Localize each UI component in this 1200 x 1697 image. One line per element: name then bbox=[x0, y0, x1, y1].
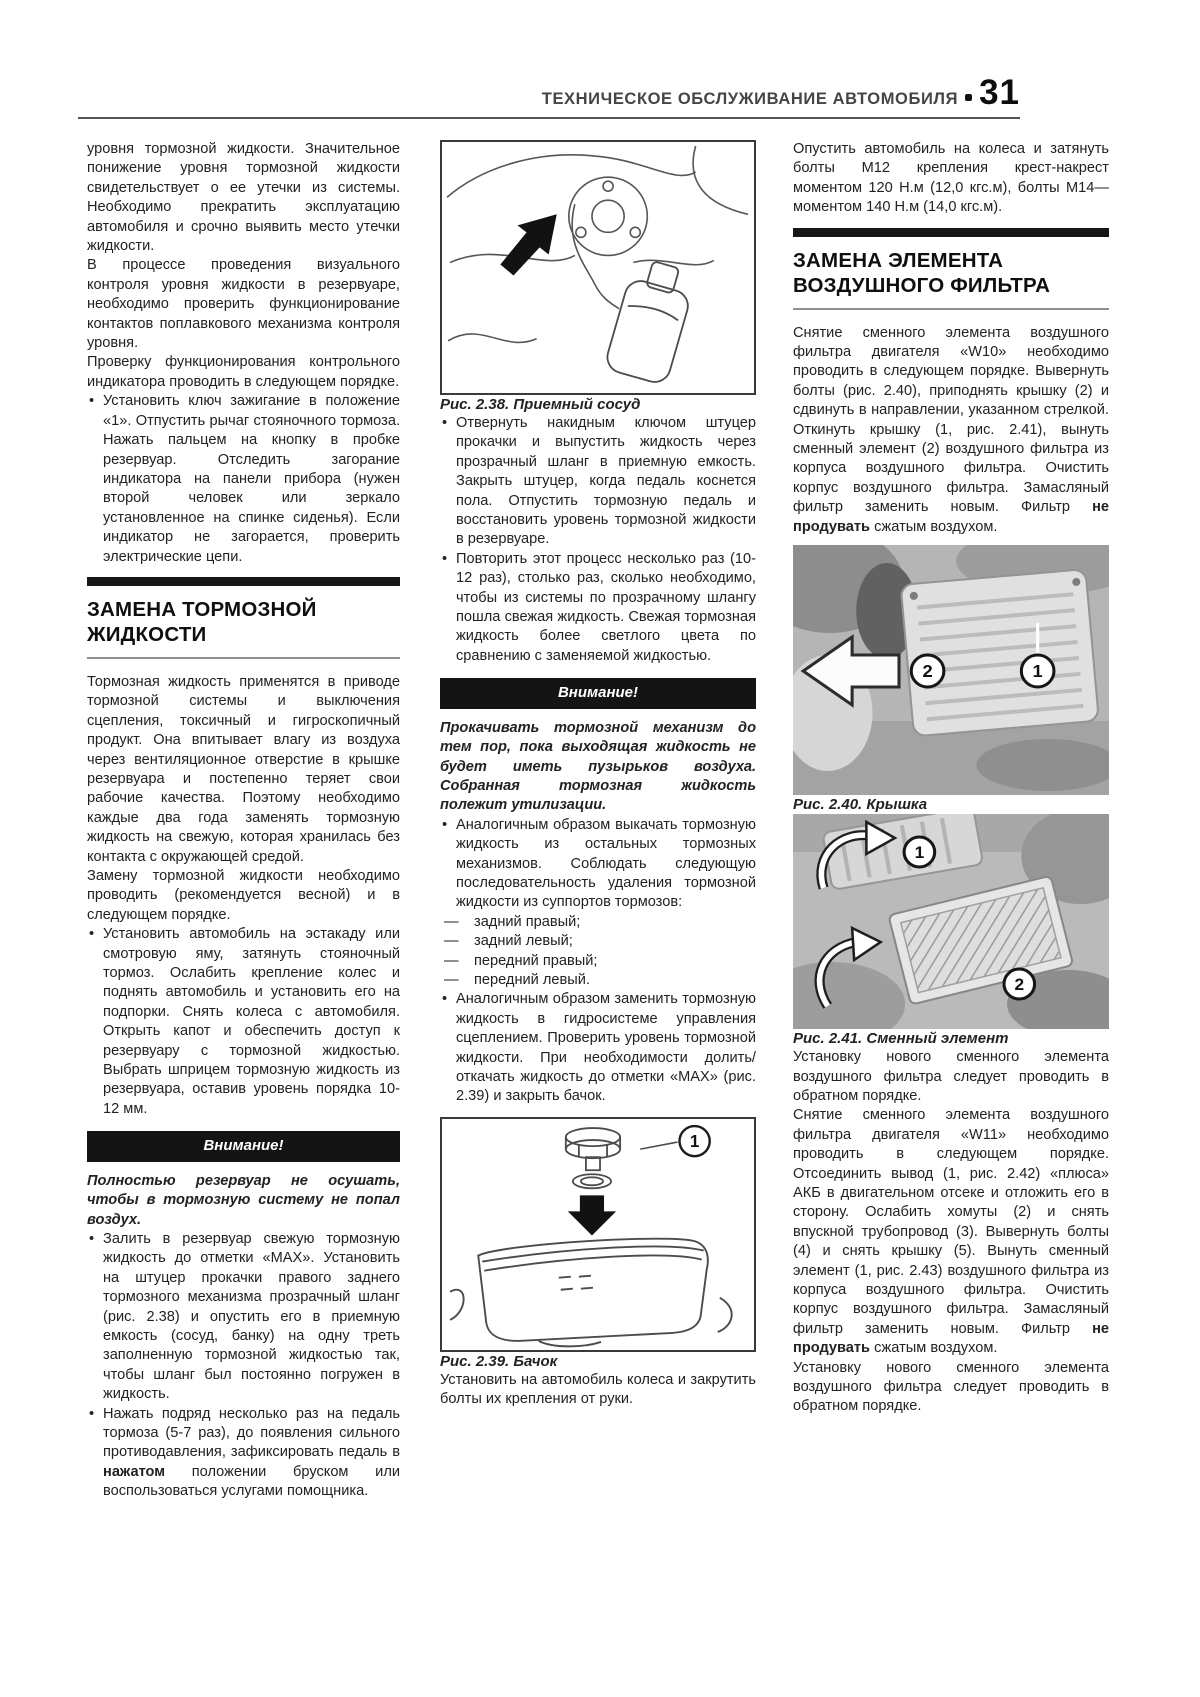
section-heading-brake-fluid bbox=[87, 577, 400, 659]
section-title: ЗАМЕНА ТОРМОЗНОЙ ЖИДКОСТИ bbox=[87, 597, 317, 646]
warning-text: Полностью резервуар не осушать, чтобы в тормозную систему не попал воздух. bbox=[87, 1172, 400, 1228]
section-bar bbox=[87, 577, 400, 586]
paragraph: Проверку функционирования контрольного индикатора проводить в следующем порядке. bbox=[87, 354, 400, 390]
list-item: • Установить автомобиль на эстакаду или смотровую яму, затянуть стояночный тормоз. Ослабить крепление колес и поднять автомобиль и установить его на подпорки. Снять колеса с автомобиля. Открыть капот и обеспечить доступ к резервуару с тормозной жидкостью. Выбрать шприцем тормозную жидкость из резервуара, оставив уровень порядка 10-12 мм. bbox=[87, 925, 400, 1119]
list-item-text: Нажать подряд несколько раз на педаль тормоза (5-7 раз), до появления сильного противодавления, зафиксировать педаль в bbox=[103, 1405, 400, 1461]
sequence-item: — передний правый; bbox=[440, 952, 756, 971]
figure-2-41-photo bbox=[793, 814, 1109, 1029]
list-item: • Аналогичным образом выкачать тормозную жидкость из остальных тормозных механизмов. Соблюдать следующую последовательность удаления тормозной жидкости из суппортов тормозов: bbox=[440, 816, 756, 913]
callout-2-badge bbox=[911, 655, 944, 687]
section-title: ЗАМЕНА ЭЛЕМЕНТА ВОЗДУШНОГО ФИЛЬТРА bbox=[793, 248, 1051, 297]
paragraph bbox=[793, 1106, 1109, 1358]
sequence-item: — передний левый. bbox=[440, 971, 756, 990]
running-title: ТЕХНИЧЕСКОЕ ОБСЛУЖИВАНИЕ АВТОМОБИЛЯ bbox=[541, 90, 959, 108]
paragraph: Установить на автомобиль колеса и закрутить болты их крепления от руки. bbox=[440, 1371, 756, 1408]
list-item-text: положении бруском или воспользоваться услугами помощника. bbox=[103, 1463, 400, 1500]
figure-2-39-caption: Рис. 2.39. Бачок bbox=[440, 1352, 558, 1370]
page-header bbox=[78, 73, 1020, 112]
paragraph: Тормозная жидкость применятся в приводе тормозной системы и выключения сцепления, токсичный и гигроскопичный продукт. Она впитывает влагу из воздуха через вентиляционное отверстие в крышке резервуара и постепенно теряет свои рабочие качества. Поэтому необходимо каждые два года заменять тормозную жидкость на свежую, которая хранилась без контакта с окружающей средой. bbox=[87, 673, 400, 865]
paragraph: Установку нового сменного элемента воздушного фильтра следует проводить в обратном порядке. bbox=[793, 1359, 1109, 1415]
black-arrow-down-icon bbox=[568, 1195, 616, 1235]
figure-2-38-caption: Рис. 2.38. Приемный сосуд bbox=[440, 396, 641, 413]
figure-2-39-drawing bbox=[442, 1119, 754, 1350]
list-item bbox=[87, 1405, 400, 1502]
paragraph-text: Снятие сменного элемента воздушного фильтра двигателя «W10» необходимо проводить в следующем порядке. Вывернуть болты (рис. 2.40), приподнять крышку (2) и сдвинуть в направлении, указанном стрелкой. Откинуть крышку (1, рис. 2.41), вынуть сменный элемент (2) воздушного фильтра из корпуса воздушного фильтра. Очистить корпус воздушного фильтра. Замасляный фильтр заменить новым. Фильтр bbox=[793, 324, 1109, 516]
svg-text:2: 2 bbox=[1014, 974, 1025, 995]
callout-2-badge bbox=[1004, 969, 1035, 999]
warning-banner: Внимание! bbox=[440, 678, 756, 708]
list-item: • Залить в резервуар свежую тормозную жидкость до отметки «MAX». Установить на штуцер прокачки правого заднего тормозного механизма прозрачный шланг (рис. 2.38) и опустить его в приемную емкость (сосуд, банку) на одну треть заполненную тормозной жидкостью так, чтобы шланг был постоянно погружен в жидкость. bbox=[87, 1230, 400, 1405]
figure-2-40 bbox=[793, 545, 1109, 795]
paragraph-text: сжатым воздухом. bbox=[870, 518, 998, 535]
sequence-item: — задний левый; bbox=[440, 932, 756, 951]
air-filter-cover bbox=[901, 569, 1099, 736]
bleeder-cap-sketch bbox=[566, 1128, 620, 1188]
svg-text:1: 1 bbox=[914, 842, 925, 863]
emphasized-word: нажатом bbox=[103, 1463, 166, 1480]
figure-2-41-caption: Рис. 2.41. Сменный элемент bbox=[793, 1030, 1009, 1048]
figure-2-38 bbox=[440, 140, 756, 395]
section-bar bbox=[793, 228, 1109, 237]
page-number: 31 bbox=[979, 73, 1020, 112]
callout-leader-line bbox=[640, 1142, 677, 1149]
figure-2-39 bbox=[440, 1117, 756, 1352]
paragraph: уровня тормозной жидкости. Значительное понижение уровня тормозной жидкости свидетельствует о ее утечки из системы. Необходимо прекратить эксплуатацию автомобиля и срочно выявить место утечки жидкости. bbox=[87, 141, 400, 255]
figure-2-40-photo bbox=[793, 545, 1109, 795]
figure-2-41 bbox=[793, 814, 1109, 1029]
paragraph: Замену тормозной жидкости необходимо проводить (рекомендуется весной) и в следующем порядке. bbox=[87, 868, 400, 923]
warning-text: Прокачивать тормозной механизм до тем пор, пока выходящая жидкость не будет иметь пузырьков воздуха. Собранная тормозная жидкость полежит утилизации. bbox=[440, 719, 756, 814]
callout-1-badge bbox=[680, 1126, 710, 1156]
column-middle bbox=[440, 140, 756, 1410]
list-item: • Установить ключ зажигание в положение «1». Отпустить рычаг стояночного тормоза. Нажать пальцем на кнопку в пробке резервуар. Отследить загорание индикатора на панели прибора (нужен второй человек или зеркало установленное на спинке сиденья). Если индикатор не загорается, проверить электрические цепи. bbox=[87, 392, 400, 567]
sequence-item: — задний правый; bbox=[440, 913, 756, 932]
column-right bbox=[793, 140, 1109, 1417]
paragraph-text: Снятие сменного элемента воздушного фильтра двигателя «W11» необходимо проводить в следующем порядке. Отсоединить вывод (1, рис. 2.42) «плюса» АКБ в двигательном отсеке и отложить его в сторону. Ослабить хомуты (2) и снять впускной трубопровод (3). Вывернуть болты (4) и снять крышку (5). Вынуть сменный элемент (1, рис. 2.43) воздушного фильтра из корпуса воздушного фильтра. Очистить корпус воздушного фильтра. Замасляный фильтр заменить новым. Фильтр bbox=[793, 1107, 1109, 1337]
emphasized-phrase: не продувать bbox=[793, 1320, 1109, 1357]
figure-2-38-drawing bbox=[442, 142, 754, 393]
list-item: • Отвернуть накидным ключом штуцер прокачки и выпустить жидкость через прозрачный шланг в приемную емкость. Закрыть штуцер, когда педаль коснется пола. Отпустить тормозную педаль и восстановить уровень тормозной жидкости в резервуаре. bbox=[440, 414, 756, 550]
paragraph: Опустить автомобиль на колеса и затянуть болты М12 крепления крест-накрест моментом 120 Н.м (12,0 кгс.м), болты М14—моментом 140 Н.м (14,0 кгс.м). bbox=[793, 141, 1109, 216]
list-item: • Аналогичным образом заменить тормозную жидкость в гидросистеме управления сцеплением. Проверить уровень тормозной жидкости. При необходимости долить/откачать жидкость до отметки «MAX» (рис. 2.39) и закрыть бачок. bbox=[440, 990, 756, 1106]
paragraph: Установку нового сменного элемента воздушного фильтра следует проводить в обратном порядке. bbox=[793, 1049, 1109, 1104]
callout-1-badge bbox=[1021, 655, 1054, 687]
header-rule bbox=[78, 117, 1020, 119]
callout-1-badge bbox=[904, 837, 935, 867]
list-item: • Повторить этот процесс несколько раз (10-12 раз), столько раз, сколько необходимо, чтобы из системы по прозрачному шлангу пошла свежая жидкость. Свежая тормозная жидкость более светлого цвета по сравнению с заменяемой жидкостью. bbox=[440, 550, 756, 666]
section-rule bbox=[87, 657, 400, 659]
section-rule bbox=[793, 308, 1109, 310]
paragraph bbox=[793, 324, 1109, 537]
svg-text:2: 2 bbox=[922, 661, 933, 682]
reservoir-sketch bbox=[450, 1238, 732, 1346]
paragraph: В процессе проведения визуального контроля уровня жидкости в резервуаре, необходимо проверить функционирование контактов поплавкового механизма контроля уровня. bbox=[87, 257, 400, 352]
header-separator-dot bbox=[965, 94, 972, 101]
column-left bbox=[87, 140, 400, 1502]
svg-text:1: 1 bbox=[1032, 661, 1043, 682]
figure-2-40-caption: Рис. 2.40. Крышка bbox=[793, 796, 928, 814]
black-arrow-icon bbox=[500, 214, 556, 275]
paragraph-text: сжатым воздухом. bbox=[870, 1340, 998, 1357]
section-heading-air-filter bbox=[793, 228, 1109, 310]
svg-text:1: 1 bbox=[689, 1131, 700, 1151]
receiving-vessel-sketch bbox=[604, 256, 698, 386]
warning-banner: Внимание! bbox=[87, 1131, 400, 1161]
chassis-sketch-lines bbox=[447, 146, 748, 342]
emphasized-phrase: не продувать bbox=[793, 499, 1109, 535]
